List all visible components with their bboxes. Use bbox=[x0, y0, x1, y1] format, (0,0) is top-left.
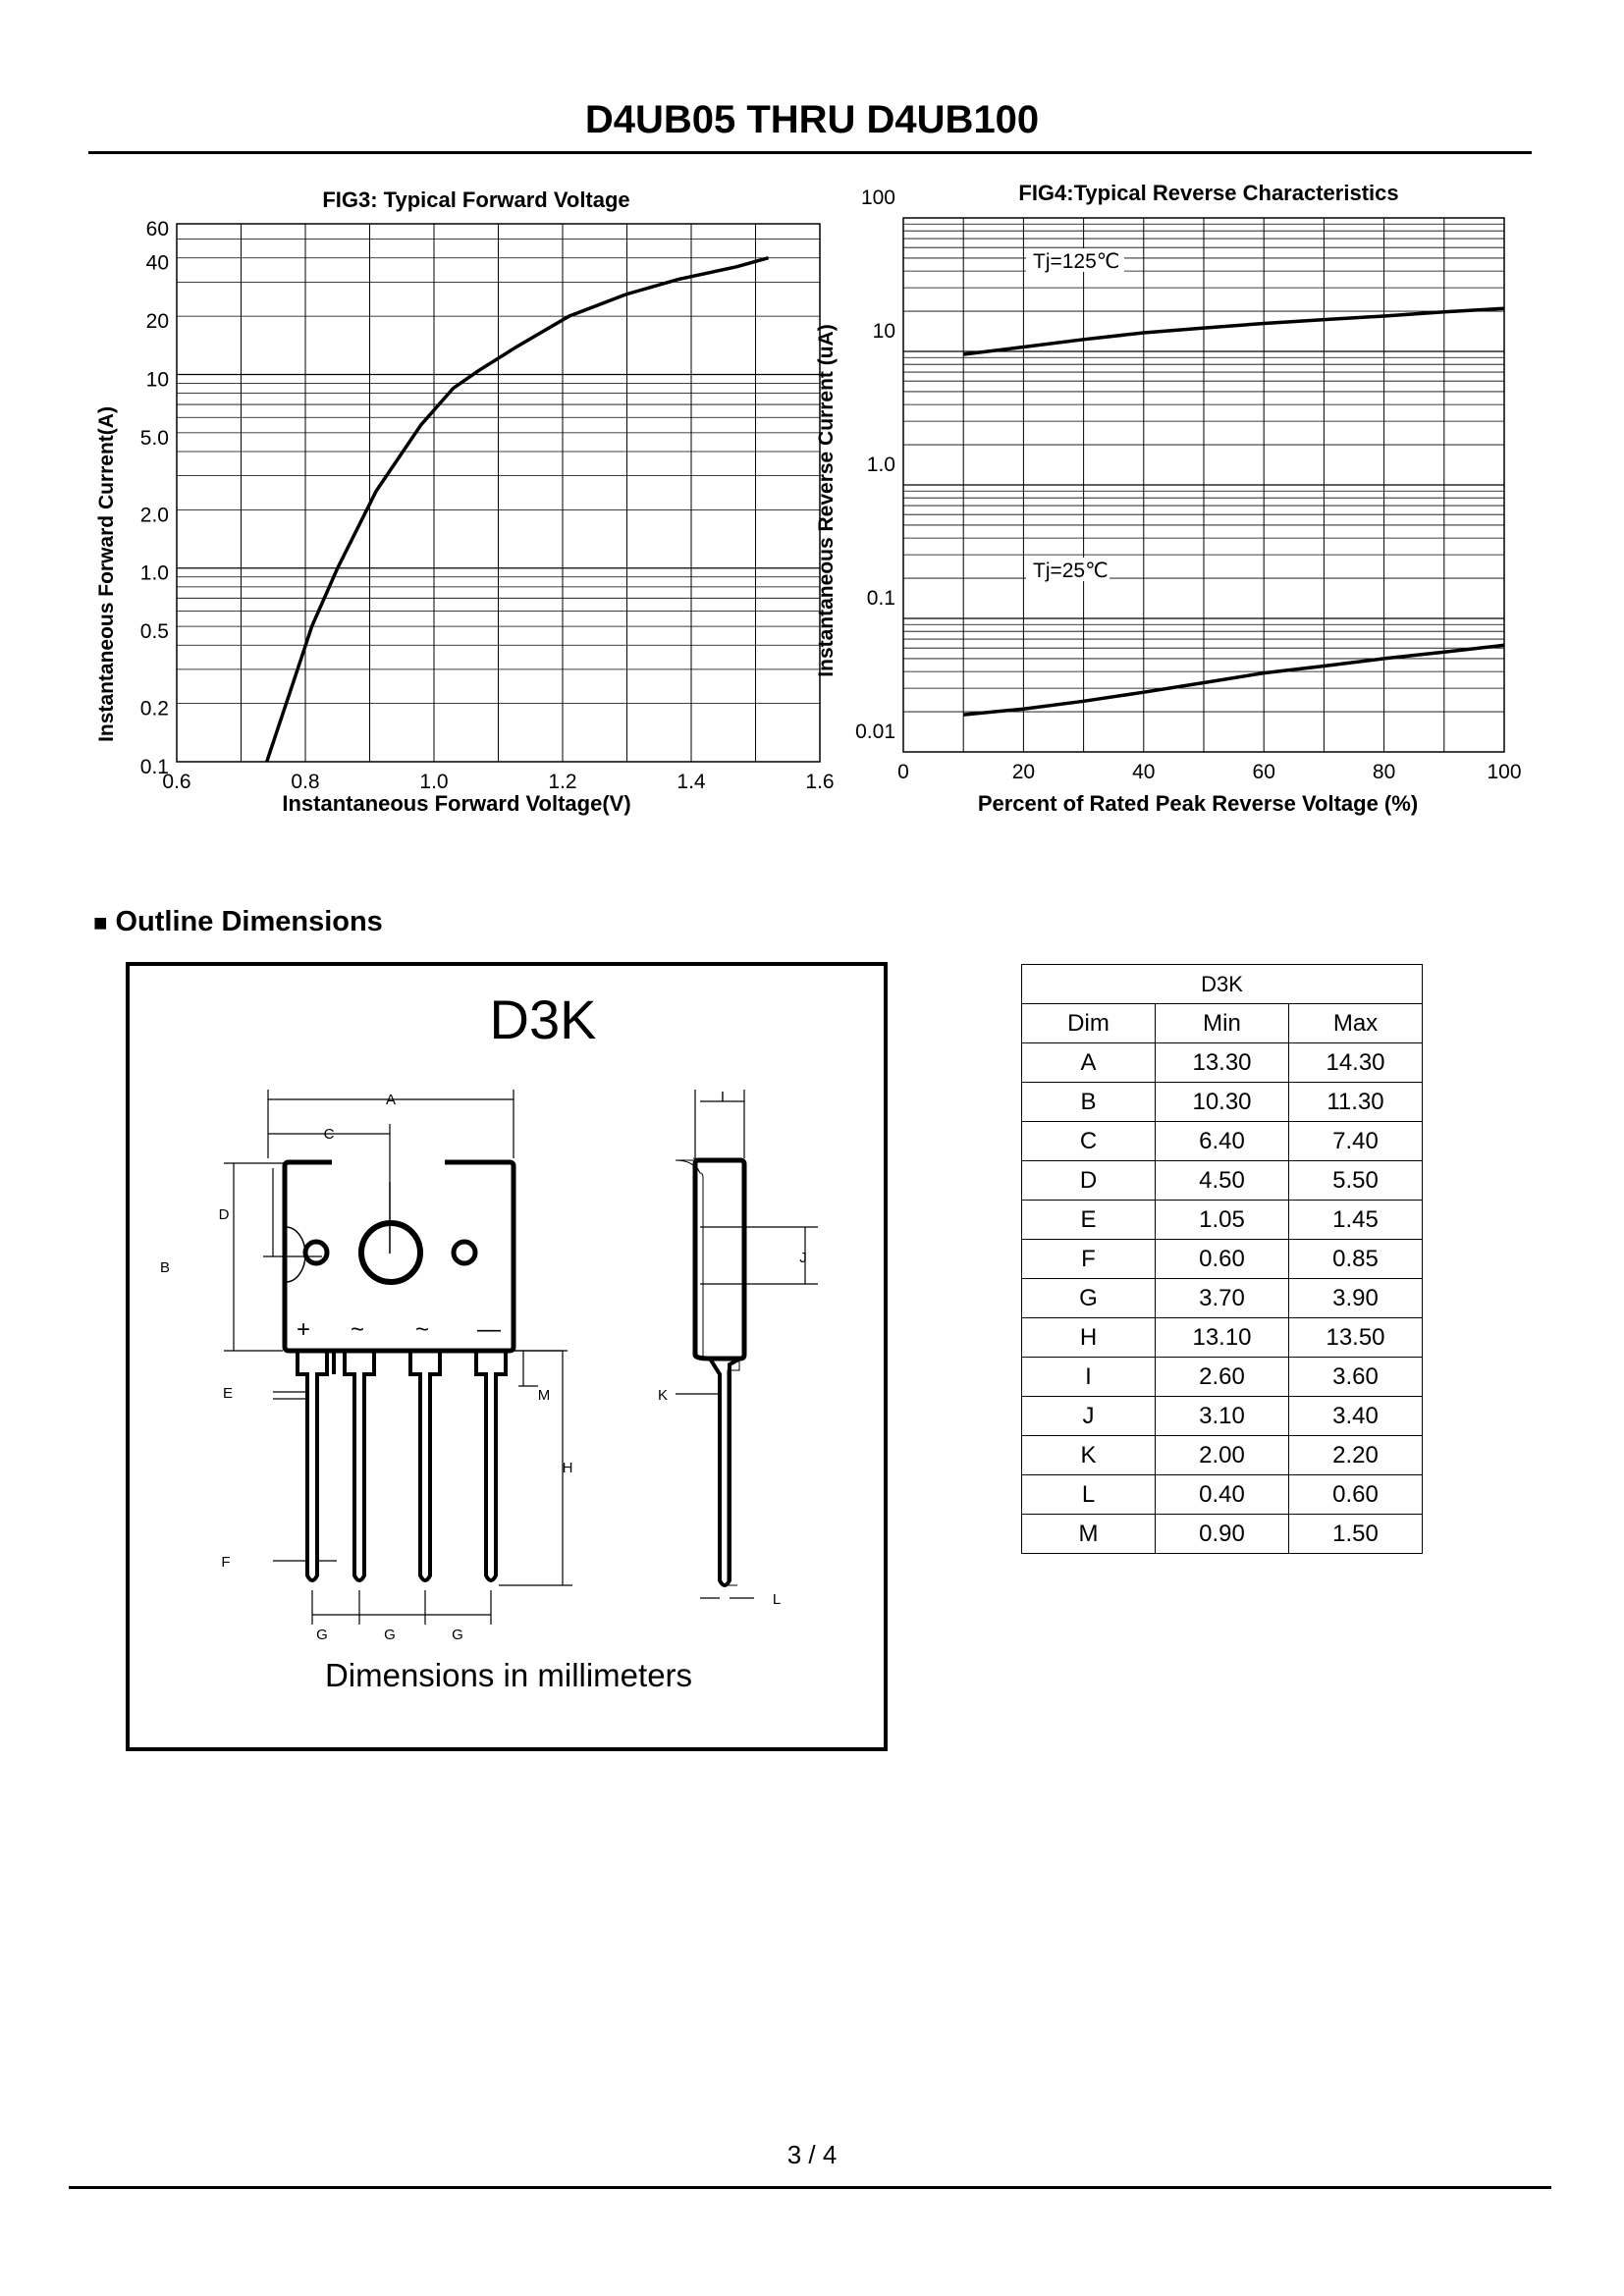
fig4-x-tick-label: 40 bbox=[1132, 761, 1156, 783]
fig3-y-tick-label: 2.0 bbox=[139, 504, 169, 527]
fig3-x-tick-label: 0.6 bbox=[162, 771, 191, 793]
fig3-x-tick-label: 1.6 bbox=[805, 771, 835, 793]
fig3-y-tick-label: 5.0 bbox=[139, 426, 169, 450]
package-name: D3K bbox=[489, 988, 597, 1050]
dim-cell: G bbox=[1022, 1279, 1156, 1318]
fig3-x-ticks bbox=[162, 771, 834, 793]
max-cell: 3.90 bbox=[1289, 1279, 1423, 1318]
fig4-series-line-125c bbox=[963, 308, 1504, 354]
min-cell: 3.10 bbox=[1156, 1397, 1289, 1436]
table-title: D3K bbox=[1156, 965, 1289, 1004]
dim-cell: H bbox=[1022, 1318, 1156, 1358]
fig3-ylabel: Instantaneous Forward Current(A) bbox=[95, 406, 118, 742]
max-cell: 14.30 bbox=[1289, 1043, 1423, 1083]
svg-text:F: F bbox=[221, 1554, 231, 1571]
min-cell: 10.30 bbox=[1156, 1083, 1289, 1122]
fig3-xlabel: Instantaneous Forward Voltage(V) bbox=[282, 791, 631, 816]
outline-drawing bbox=[126, 962, 892, 1752]
bullet-square-icon: ■ bbox=[93, 910, 108, 936]
svg-text:B: B bbox=[159, 1259, 171, 1276]
table-row bbox=[1022, 1515, 1423, 1554]
min-cell: 2.60 bbox=[1156, 1358, 1289, 1397]
table-row bbox=[1022, 1083, 1423, 1122]
fig3-y-ticks bbox=[140, 218, 169, 778]
min-cell: 13.30 bbox=[1156, 1043, 1289, 1083]
svg-text:—: — bbox=[477, 1316, 501, 1343]
fig3-x-tick-label: 0.8 bbox=[291, 771, 320, 793]
fig3-y-tick-label: 10 bbox=[145, 368, 169, 392]
fig3-y-tick-label: 1.0 bbox=[139, 561, 169, 585]
fig3-x-tick-label: 1.4 bbox=[677, 771, 706, 793]
fig4-x-tick-label: 80 bbox=[1372, 761, 1396, 783]
svg-text:~: ~ bbox=[350, 1316, 365, 1343]
fig4-grid bbox=[903, 218, 1504, 752]
dim-cell: F bbox=[1022, 1240, 1156, 1279]
fig4-series-label-125c: Tj=125℃ bbox=[1033, 250, 1120, 273]
min-cell: 6.40 bbox=[1156, 1122, 1289, 1161]
fig3-title: FIG3: Typical Forward Voltage bbox=[322, 187, 630, 212]
fig4-x-tick-label: 60 bbox=[1252, 761, 1275, 783]
dim-cell: L bbox=[1022, 1475, 1156, 1515]
header-rule bbox=[88, 151, 1532, 154]
dimension-table bbox=[1021, 964, 1423, 1554]
outline-heading: ■ Outline Dimensions bbox=[93, 906, 383, 937]
svg-text:K: K bbox=[657, 1387, 669, 1404]
table-row bbox=[1022, 1318, 1423, 1358]
svg-text:E: E bbox=[222, 1385, 234, 1402]
footer-rule bbox=[69, 2186, 1551, 2189]
dim-cell: J bbox=[1022, 1397, 1156, 1436]
table-row bbox=[1022, 1201, 1423, 1240]
fig4-x-tick-label: 100 bbox=[1487, 761, 1522, 783]
dim-cell: B bbox=[1022, 1083, 1156, 1122]
max-cell: 1.45 bbox=[1289, 1201, 1423, 1240]
table-row bbox=[1022, 1161, 1423, 1201]
svg-text:G: G bbox=[384, 1627, 396, 1643]
max-cell: 13.50 bbox=[1289, 1318, 1423, 1358]
max-cell: 3.60 bbox=[1289, 1358, 1423, 1397]
fig4-y-tick-label: 1.0 bbox=[866, 454, 895, 476]
fig3-y-tick-label: 60 bbox=[145, 218, 169, 240]
fig3-y-tick-label: 0.2 bbox=[139, 697, 169, 721]
min-cell: 13.10 bbox=[1156, 1318, 1289, 1358]
page-number: 3 / 4 bbox=[786, 2140, 838, 2169]
dim-cell: D bbox=[1022, 1161, 1156, 1201]
fig4-title: FIG4:Typical Reverse Characteristics bbox=[1018, 181, 1399, 205]
fig4-x-tick-label: 0 bbox=[897, 761, 909, 783]
column-header: Dim bbox=[1022, 1004, 1156, 1043]
table-row bbox=[1022, 1122, 1423, 1161]
fig4-chart bbox=[805, 167, 1532, 834]
max-cell: 11.30 bbox=[1289, 1083, 1423, 1122]
fig3-x-tick-label: 1.0 bbox=[419, 771, 449, 793]
fig3-x-tick-label: 1.2 bbox=[548, 771, 577, 793]
max-cell: 1.50 bbox=[1289, 1515, 1423, 1554]
fig4-y-tick-label: 100 bbox=[860, 187, 895, 209]
svg-text:J: J bbox=[799, 1250, 807, 1266]
max-cell: 0.85 bbox=[1289, 1240, 1423, 1279]
svg-text:C: C bbox=[323, 1126, 335, 1143]
min-cell: 1.05 bbox=[1156, 1201, 1289, 1240]
dimensions-caption: Dimensions in millimeters bbox=[324, 1657, 693, 1693]
svg-text:G: G bbox=[316, 1627, 328, 1643]
fig3-y-tick-label: 40 bbox=[145, 251, 169, 275]
max-cell: 5.50 bbox=[1289, 1161, 1423, 1201]
table-row bbox=[1022, 1043, 1423, 1083]
min-cell: 2.00 bbox=[1156, 1436, 1289, 1475]
dim-cell: M bbox=[1022, 1515, 1156, 1554]
table-row bbox=[1022, 1397, 1423, 1436]
svg-text:H: H bbox=[562, 1460, 573, 1476]
svg-text:M: M bbox=[537, 1387, 551, 1404]
fig4-y-tick-label: 0.1 bbox=[866, 587, 895, 610]
fig3-grid bbox=[177, 224, 820, 762]
column-header: Max bbox=[1289, 1004, 1423, 1043]
min-cell: 0.40 bbox=[1156, 1475, 1289, 1515]
fig4-series-line-25c bbox=[963, 645, 1504, 715]
min-cell: 0.90 bbox=[1156, 1515, 1289, 1554]
fig4-y-tick-label: 10 bbox=[872, 320, 895, 343]
dim-cell: C bbox=[1022, 1122, 1156, 1161]
table-title-row bbox=[1022, 965, 1423, 1004]
max-cell: 2.20 bbox=[1289, 1436, 1423, 1475]
fig4-x-tick-label: 20 bbox=[1011, 761, 1036, 783]
page-title: D4UB05 THRU D4UB100 bbox=[584, 98, 1040, 141]
min-cell: 3.70 bbox=[1156, 1279, 1289, 1318]
max-cell: 3.40 bbox=[1289, 1397, 1423, 1436]
fig4-xlabel: Percent of Rated Peak Reverse Voltage (%) bbox=[977, 791, 1419, 816]
svg-text:D: D bbox=[218, 1206, 230, 1223]
column-header: Min bbox=[1156, 1004, 1289, 1043]
dim-cell: A bbox=[1022, 1043, 1156, 1083]
dim-cell: I bbox=[1022, 1358, 1156, 1397]
svg-text:L: L bbox=[772, 1591, 782, 1608]
svg-text:~: ~ bbox=[414, 1316, 430, 1343]
max-cell: 7.40 bbox=[1289, 1122, 1423, 1161]
max-cell: 0.60 bbox=[1289, 1475, 1423, 1515]
table-row bbox=[1022, 1475, 1423, 1515]
table-row bbox=[1022, 1240, 1423, 1279]
fig4-x-ticks bbox=[897, 761, 1521, 783]
dim-cell: K bbox=[1022, 1436, 1156, 1475]
fig4-series-label-25c: Tj=25℃ bbox=[1033, 560, 1109, 582]
table-row bbox=[1022, 1279, 1423, 1318]
svg-text:+: + bbox=[296, 1316, 311, 1343]
dim-cell: E bbox=[1022, 1201, 1156, 1240]
fig3-y-tick-label: 0.1 bbox=[139, 756, 169, 778]
fig4-y-tick-label: 0.01 bbox=[855, 721, 895, 743]
table-header-row bbox=[1022, 1004, 1423, 1043]
fig3-y-tick-label: 20 bbox=[145, 310, 169, 334]
fig4-y-ticks bbox=[855, 187, 895, 743]
svg-text:G: G bbox=[452, 1627, 463, 1643]
svg-text:A: A bbox=[385, 1092, 397, 1108]
fig3-y-tick-label: 0.5 bbox=[139, 620, 169, 644]
table-row bbox=[1022, 1358, 1423, 1397]
fig4-ylabel: Instantaneous Reverse Current (uA) bbox=[815, 324, 838, 677]
min-cell: 0.60 bbox=[1156, 1240, 1289, 1279]
table-row bbox=[1022, 1436, 1423, 1475]
min-cell: 4.50 bbox=[1156, 1161, 1289, 1201]
svg-text:I: I bbox=[720, 1089, 726, 1105]
